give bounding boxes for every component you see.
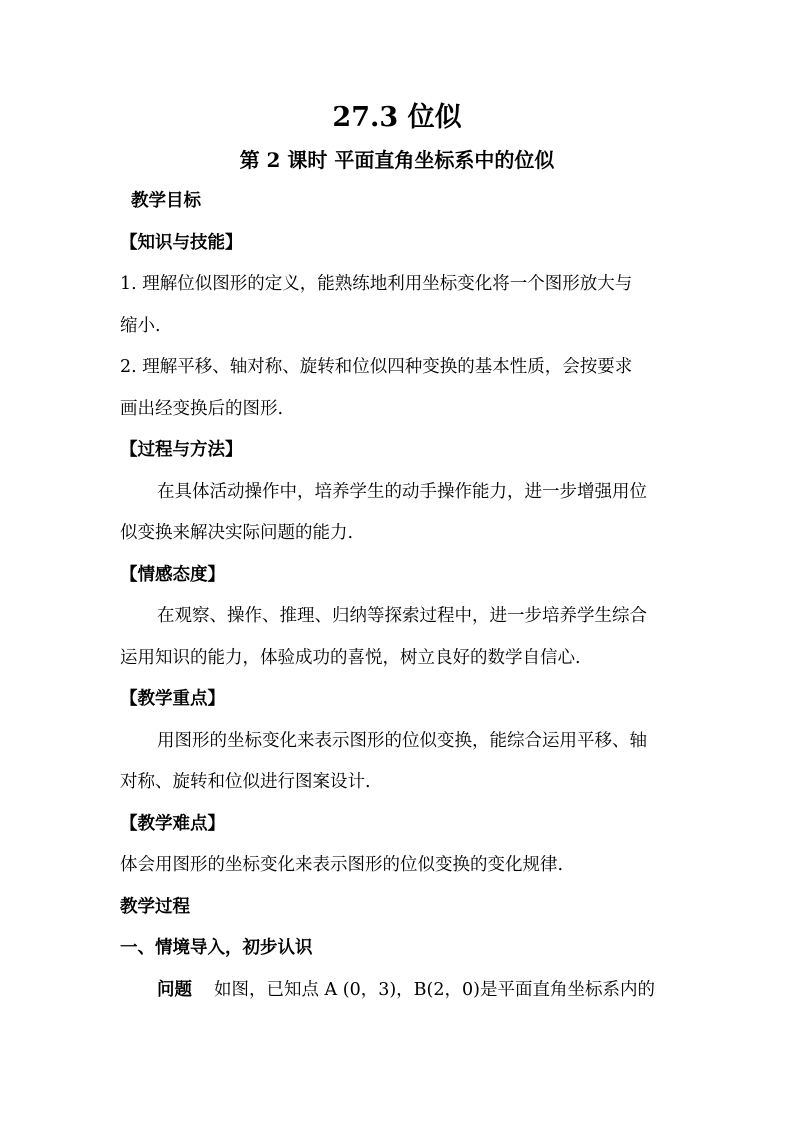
- section-1-question: [157, 978, 680, 1002]
- process-heading: 【过程与方法】: [120, 440, 243, 460]
- emotion-line-1: 在观察、操作、推理、归纳等探索过程中，进一步培养学生综合: [157, 606, 647, 626]
- section-1-heading: 一、情境导入，初步认识: [120, 938, 313, 958]
- knowledge-item-2-line-2: 画出经变换后的图形.: [120, 399, 284, 419]
- knowledge-heading: 【知识与技能】: [120, 233, 243, 253]
- key-point-line-2: 对称、旋转和位似进行图案设计.: [120, 772, 371, 792]
- question-label: 问题: [157, 980, 192, 1000]
- question-text: 如图，已知点 A (0，3)，B(2，0)是平面直角坐标系内的: [214, 980, 655, 1000]
- key-point-heading: 【教学重点】: [120, 689, 225, 709]
- document-title: 27.3 位似: [332, 102, 462, 133]
- knowledge-item-1-line-1: 1. 理解位似图形的定义，能熟练地利用坐标变化将一个图形放大与: [120, 274, 633, 294]
- key-point-line-1: 用图形的坐标变化来表示图形的位似变换，能综合运用平移、轴: [157, 731, 647, 751]
- emotion-line-2: 运用知识的能力，体验成功的喜悦，树立良好的数学自信心.: [120, 648, 581, 668]
- objectives-heading: 教学目标: [131, 191, 201, 211]
- knowledge-item-2-line-1: 2. 理解平移、轴对称、旋转和位似四种变换的基本性质，会按要求: [120, 357, 633, 377]
- process-line-1: 在具体活动操作中，培养学生的动手操作能力，进一步增强用位: [157, 482, 647, 502]
- difficulty-heading: 【教学难点】: [120, 814, 225, 834]
- emotion-heading: 【情感态度】: [120, 565, 225, 585]
- difficulty-line-1: 体会用图形的坐标变化来表示图形的位似变换的变化规律.: [120, 855, 564, 875]
- teaching-process-heading: 教学过程: [120, 897, 190, 917]
- knowledge-item-1-line-2: 缩小.: [120, 316, 161, 336]
- lesson-subtitle: 第 2 课时 平面直角坐标系中的位似: [239, 148, 555, 172]
- process-line-2: 似变换来解决实际问题的能力.: [120, 523, 354, 543]
